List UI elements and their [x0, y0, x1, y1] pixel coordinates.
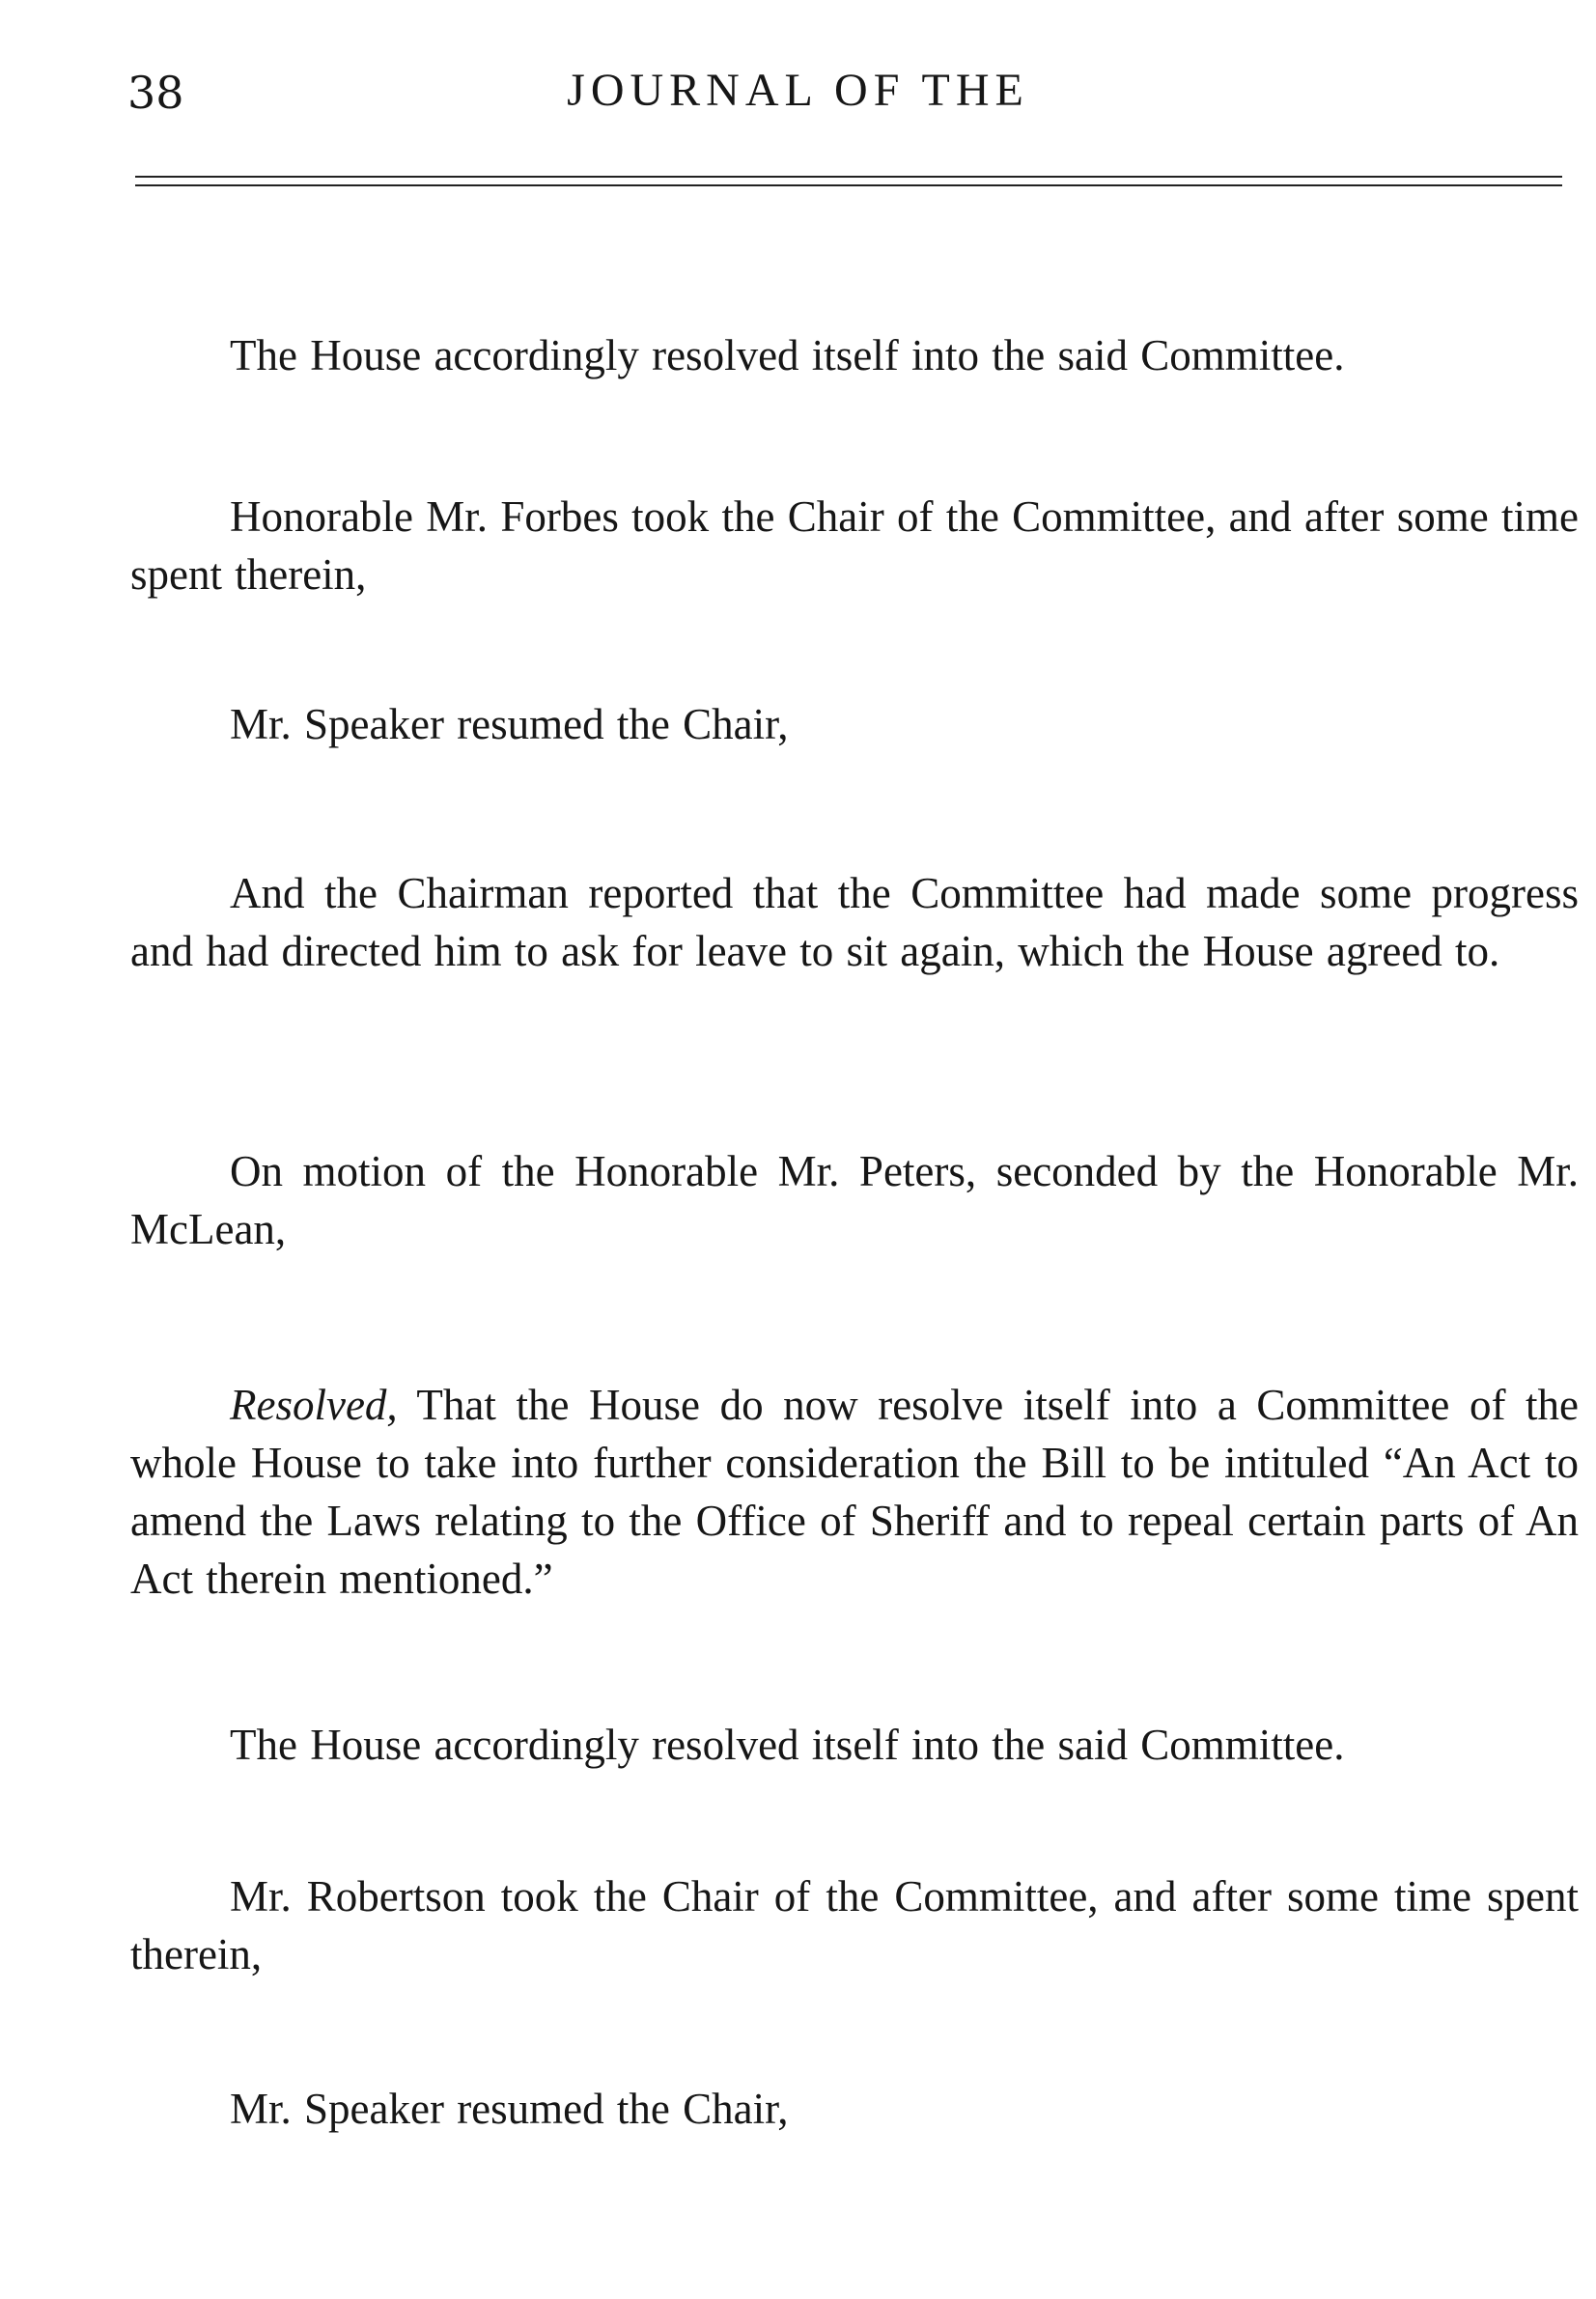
paragraph-chairman-reported	[130, 864, 1579, 980]
paragraph-text: The House accordingly resolved itself into the said Committee.	[230, 331, 1345, 379]
paragraph-house-resolved-1	[130, 326, 1579, 384]
paragraph-house-resolved-2	[130, 1716, 1579, 1774]
page-number: 38	[127, 67, 184, 119]
paragraph-text: Mr. Speaker resumed the Chair,	[230, 2085, 789, 2133]
paragraph-text: Mr. Speaker resumed the Chair,	[230, 700, 789, 748]
header-rule-bottom	[135, 184, 1562, 186]
paragraph-text: And the Chairman reported that the Committee had made some progress and had directed him to ask for leave to sit again, which the House agreed to.	[130, 869, 1579, 975]
paragraph-text: The House accordingly resolved itself into the said Committee.	[230, 1721, 1345, 1769]
paragraph-text: That the House do now resolve itself into a Committee of the whole House to take into further consideration the Bill to be intituled “An Act to amend the Laws relating to the Office of Sheriff and to repeal certain parts of An Act therein mentioned.”	[130, 1381, 1579, 1603]
paragraph-speaker-resumed-2	[130, 2080, 1579, 2138]
paragraph-text: Mr. Robertson took the Chair of the Committee, and after some time spent therein,	[130, 1872, 1579, 1978]
paragraph-resolved	[130, 1376, 1579, 1608]
resolved-lead: Resolved,	[230, 1381, 398, 1429]
paragraph-forbes-chair	[130, 488, 1579, 603]
paragraph-text: Honorable Mr. Forbes took the Chair of the Committee, and after some time spent therein,	[130, 492, 1579, 599]
paragraph-robertson-chair	[130, 1867, 1579, 1983]
header-rule-top	[135, 176, 1562, 178]
paragraph-text: On motion of the Honorable Mr. Peters, seconded by the Honorable Mr. McLean,	[130, 1147, 1579, 1253]
paragraph-speaker-resumed-1	[130, 695, 1579, 753]
paragraph-motion	[130, 1142, 1579, 1258]
running-head: JOURNAL OF THE	[567, 65, 1029, 116]
